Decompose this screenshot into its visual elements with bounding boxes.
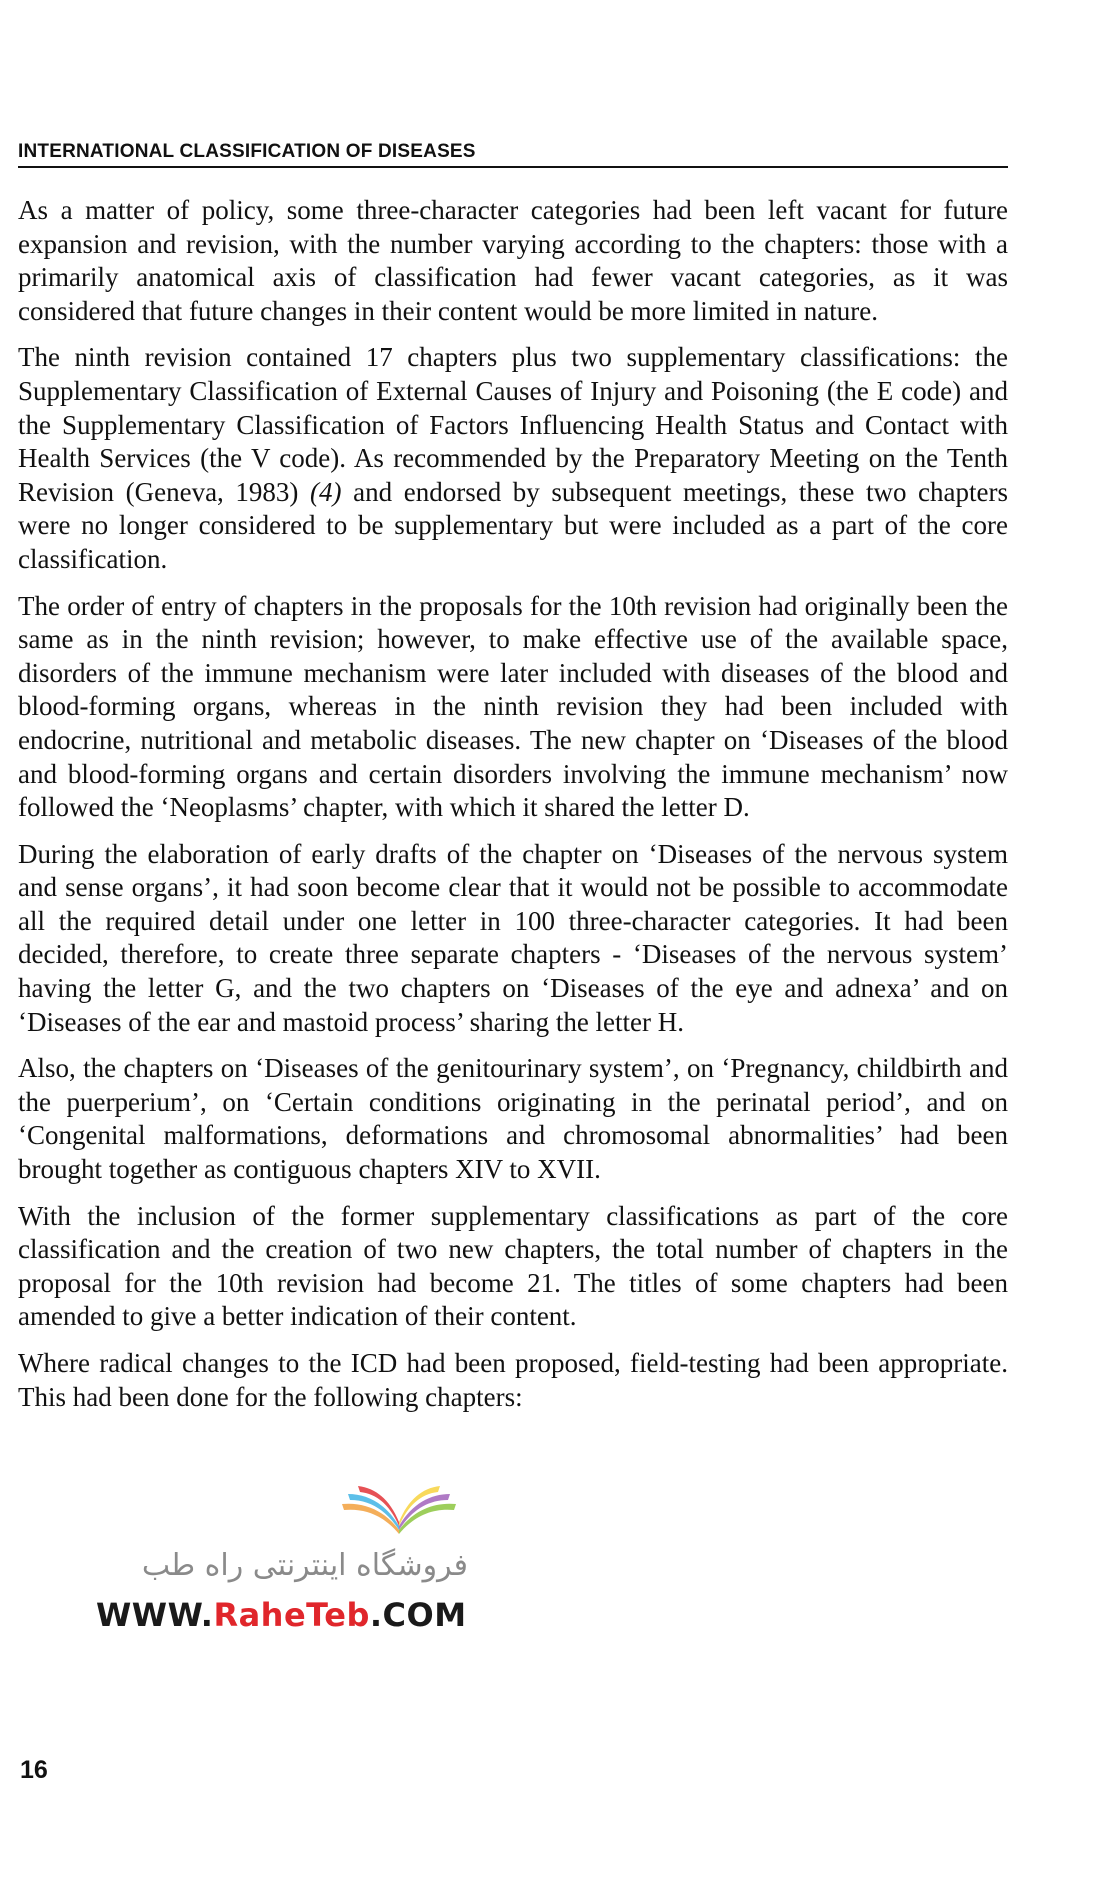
paragraph-6: With the inclusion of the former supplementary classifications as part of the core classification and the creation of two new chapters, the total number of chapters in the proposal for the 10th revision had become 21. The titles of some chapters had been amended to give a better indication of their content.	[18, 1200, 1008, 1332]
paragraph-4: During the elaboration of early drafts of the chapter on ‘Diseases of the nervous system and sense organs’, it had soon become clear that it would not be possible to accommodate all the required detail under one letter in 100 three-character categories. It had been decided, therefore, to create three separate chapters - ‘Diseases of the nervous system’ having the letter G, and the two chapters on ‘Diseases of the eye and adnexa’ and on ‘Diseases of the ear and mastoid process’ sharing the letter H.	[18, 838, 1008, 1037]
watermark-persian-text: فروشگاه اینترنتی راه طب	[141, 1548, 468, 1583]
paragraph-2-text-a: The ninth revision contained 17 chapters plus two supplementary classifications: the Supplementary Classification of External Causes of Injury and Poisoning (the E code) and the Supplementary Classification of Factors Influencing Health Status and Contact with Health Services (the V code). As recommended by the Preparatory Meeting on the Tenth Revision (Geneva, 1983)	[18, 342, 1008, 507]
citation-reference: (4)	[310, 476, 342, 507]
paragraph-2	[18, 341, 1008, 576]
watermark-url	[96, 1596, 467, 1634]
open-books-logo-icon	[334, 1480, 464, 1540]
paragraph-5: Also, the chapters on ‘Diseases of the genitourinary system’, on ‘Pregnancy, childbirth and the puerperium’, on ‘Certain conditions originating in the perinatal period’, and on ‘Congenital malformations, deformations and chromosomal abnormalities’ had been brought together as contiguous chapters XIV to XVII.	[18, 1053, 1008, 1185]
watermark-url-suffix: .COM	[369, 1596, 467, 1634]
page-number: 16	[20, 1756, 48, 1784]
paragraph-2-text-b: and endorsed by subsequent meetings, these two chapters were no longer considered to be supplementary but were included as a part of the core classification.	[18, 476, 1009, 574]
running-head: INTERNATIONAL CLASSIFICATION OF DISEASES	[18, 141, 1008, 168]
paragraph-3: The order of entry of chapters in the proposals for the 10th revision had originally been the same as in the ninth revision; however, to make effective use of the available space, disorders of the immune mechanism were later included with diseases of the blood and blood-forming organs, whereas in the ninth revision they had been included with endocrine, nutritional and metabolic diseases. The new chapter on ‘Diseases of the blood and blood-forming organs and certain disorders involving the immune mechanism’ now followed the ‘Neoplasms’ chapter, with which it shared the letter D.	[18, 590, 1008, 823]
paragraph-7: Where radical changes to the ICD had been proposed, field-testing had been appropriate. This had been done for the following chapters:	[18, 1348, 1008, 1412]
watermark-url-prefix: WWW.	[96, 1596, 214, 1634]
paragraph-1: As a matter of policy, some three-character categories had been left vacant for future expansion and revision, with the number varying according to the chapters: those with a primarily anatomical axis of classification had fewer vacant categories, as it was considered that future changes in their content would be more limited in nature.	[18, 195, 1008, 326]
body-text	[18, 194, 1008, 1427]
watermark	[96, 1480, 476, 1650]
watermark-url-brand: RaheTeb	[213, 1596, 370, 1634]
